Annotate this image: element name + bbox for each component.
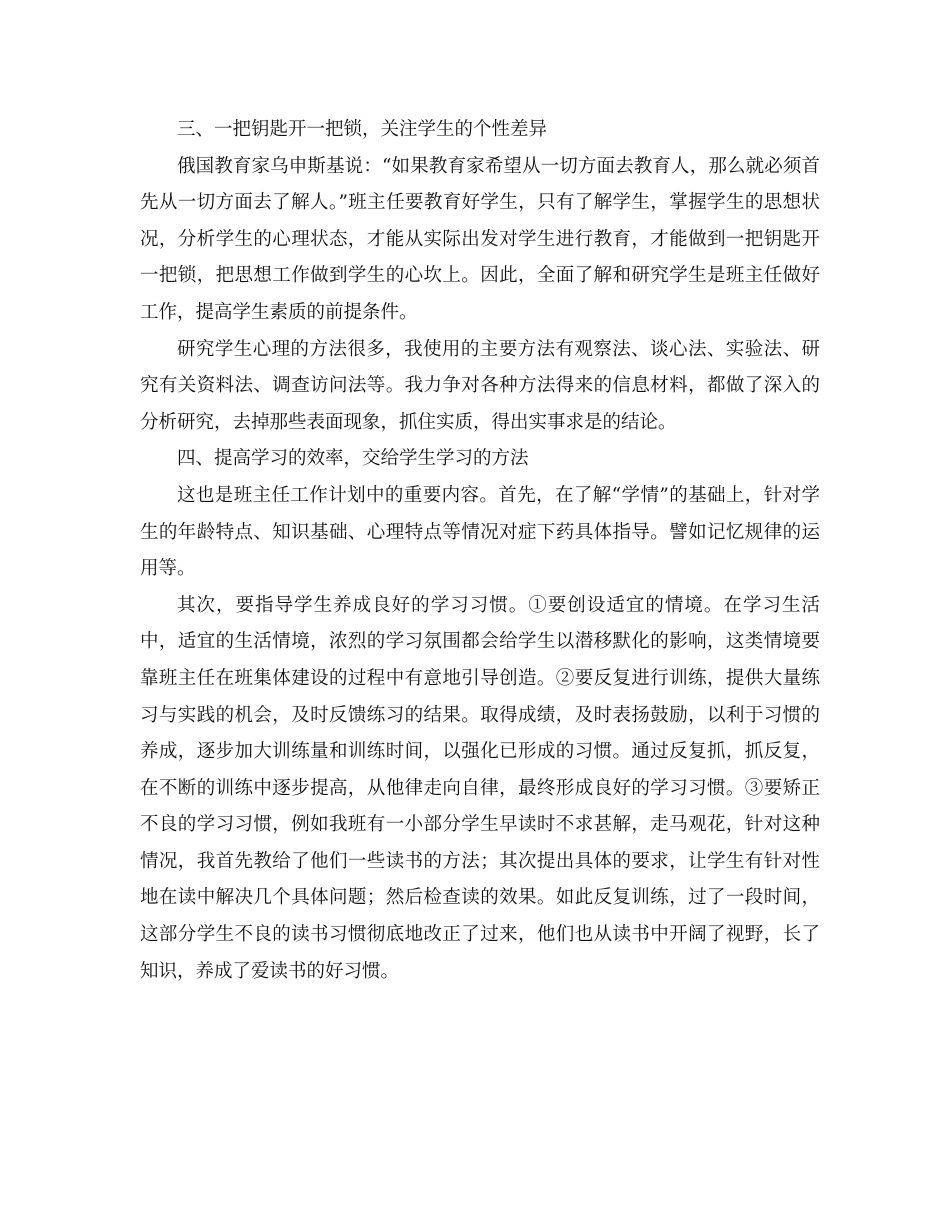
section-heading-3: 三、一把钥匙开一把锁，关注学生的个性差异 xyxy=(177,119,548,140)
section-heading-4: 四、提高学习的效率，交给学生学习的方法 xyxy=(177,448,529,470)
paragraph-research-methods: 研究学生心理的方法很多，我使用的主要方法有观察法、谈心法、实验法、研究有关资料法、调查访问法等。我力争对各种方法得来的信息材料，都做了深入的分析研究，去掉那些表面现象，抓住实质，得出实事求是的结论。 xyxy=(140,338,820,433)
paragraph-study-habits: 其次，要指导学生养成良好的学习习惯。①要创设适宜的情境。在学习生活中，适宜的生活情境，浓烈的学习氛围都会给学生以潜移默化的影响，这类情境要靠班主任在班集体建设的过程中有意地引导创造。②要反复进行训练，提供大量练习与实践的机会，及时反馈练习的结果。取得成绩，及时表扬鼓励，以利于习惯的养成，逐步加大训练量和训练时间，以强化已形成的习惯。通过反复抓，抓反复，在不断的训练中逐步提高，从他律走向自律，最终形成良好的学习习惯。③要矫正不良的学习习惯，例如我班有一小部分学生早读时不求甚解，走马观花，针对这种情况，我首先教给了他们一些读书的方法；其次提出具体的要求，让学生有针对性地在读中解决几个具体问题；然后检查读的效果。如此反复训练，过了一段时间，这部分学生不良的读书习惯彻底地改正了过来，他们也从读书中开阔了视野，长了知识，养成了爱读书的好习惯。 xyxy=(140,594,820,982)
paragraph-ushinsky-quote: 俄国教育家乌申斯基说：“如果教育家希望从一切方面去教育人，那么就必须首先从一切方面去了解人。”班主任要教育好学生，只有了解学生，掌握学生的思想状况，分析学生的心理状态，才能从实际出发对学生进行教育，才能做到一把钥匙开一把锁，把思想工作做到学生的心坎上。因此，全面了解和研究学生是班主任做好工作，提高学生素质的前提条件。 xyxy=(140,155,820,323)
document-body xyxy=(140,112,820,990)
paragraph-learning-guidance: 这也是班主任工作计划中的重要内容。首先，在了解“学情”的基础上，针对学生的年龄特点、知识基础、心理特点等情况对症下药具体指导。譬如记忆规律的运用等。 xyxy=(140,484,820,580)
